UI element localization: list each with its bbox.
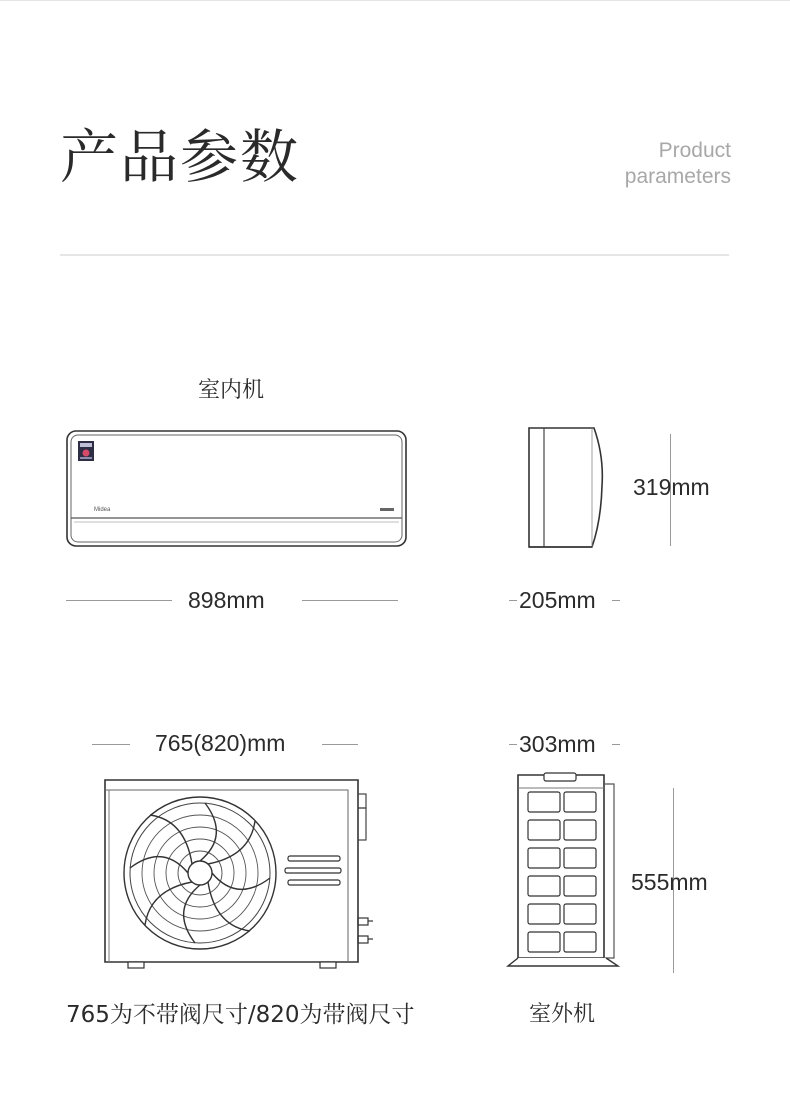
header-divider [60,254,729,256]
indoor-depth-line-left [509,600,517,601]
outdoor-depth-line-left [509,744,517,745]
outdoor-depth-line-right [612,744,620,745]
outdoor-unit-label: 室外机 [529,1002,596,1027]
indoor-width-line-right [302,600,398,601]
top-rule [0,0,790,1]
outdoor-height-value: 555mm [631,869,708,895]
indoor-unit-label: 室内机 [198,378,265,403]
subtitle-line-1: Product [658,139,731,162]
indoor-width-value: 898mm [188,587,265,613]
subtitle-line-2: parameters [624,165,731,188]
outdoor-depth-value: 303mm [519,731,596,757]
indoor-depth-line-right [612,600,620,601]
indoor-unit-side-icon [524,426,604,550]
indoor-depth-value: 205mm [519,587,596,613]
outdoor-valve-note: 765为不带阀尺寸/820为带阀尺寸 [66,1002,415,1028]
indoor-width-line-left [66,600,172,601]
outdoor-unit-front-icon [100,776,375,970]
indoor-height-value: 319mm [633,474,710,500]
page-title: 产品参数 [60,123,301,191]
outdoor-width-value: 765(820)mm [155,730,286,756]
outdoor-width-line-right [322,744,358,745]
svg-text:Midea: Midea [94,507,111,513]
outdoor-unit-side-icon [506,772,626,972]
page-subtitle [625,138,731,190]
indoor-unit-front-icon [66,430,408,548]
outdoor-width-line-left [92,744,130,745]
